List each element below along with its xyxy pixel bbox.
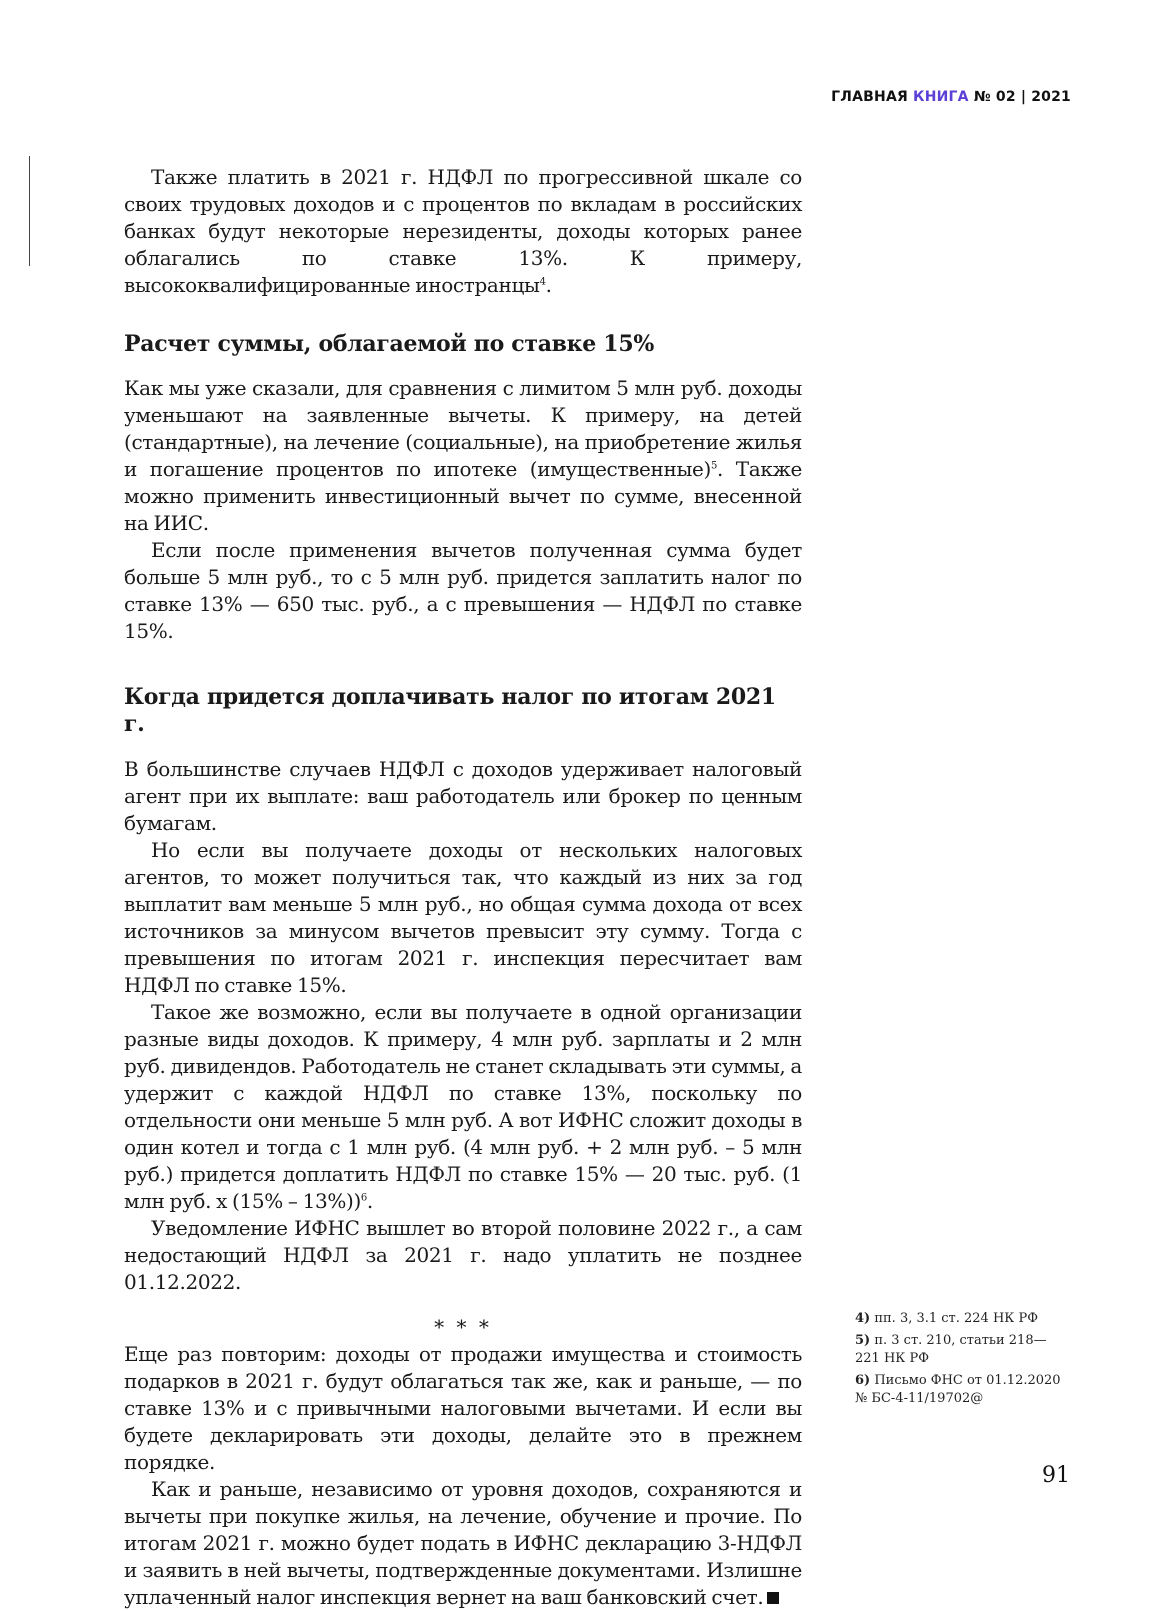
paragraph-5: Но если вы получаете доходы от нескольких налоговых агентов, то может получиться так, что каждый из них за год выплатит вам меньше 5 млн руб., но общая сумма дохода от всех источников за минусом вычетов превысит эту сумму. Тогда с превышения по итогам 2021 г. инспекция пересчитает вам НДФЛ по ставке 15%. — [124, 838, 802, 997]
page-number: 91 — [1042, 1463, 1070, 1488]
paragraph-7: Уведомление ИФНС вышлет во второй половине 2022 г., а сам недостающий НДФЛ за 2021 г. надо уплатить не позднее 01.12.2022. — [124, 1216, 802, 1294]
paragraph-6: Такое же возможно, если вы получаете в одной организации разные виды доходов. К примеру, 4 млн руб. зарплаты и 2 млн руб. дивидендов. Работодатель не станет складывать эти суммы, а удержит с каждой НДФЛ по ставке 13%, поскольку по отдельности они меньше 5 млн руб. А вот ИФНС сложит доходы в один котел и тогда с 1 млн руб. (4 млн руб. + 2 млн руб. – 5 млн руб.) придется доплатить НДФЛ по ставке 15% — 20 тыс. руб. (1 млн руб. х (15% – 13%))$^6$. — [124, 1000, 802, 1213]
footnote-5: 5) п. 3 ст. 210, статьи 218—221 НК РФ — [855, 1333, 1047, 1366]
footnotes — [855, 1310, 1070, 1412]
footnote-ref-6[interactable]: 6 — [360, 1192, 367, 1204]
issue-number: № 02 | 2021 — [973, 89, 1071, 105]
brand-accent: КНИГА — [913, 89, 969, 105]
paragraph-8: Еще раз повторим: доходы от продажи имущества и стоимость подарков в 2021 г. будут облагаться так же, как и раньше, — по ставке 13% и с привычными налоговыми вычетами. И если вы будете декларировать эти доходы, делайте это в прежнем порядке. — [124, 1342, 802, 1474]
section-separator: * * * — [434, 1315, 492, 1339]
section-heading-additional-tax: Когда придется доплачивать налог по итогам 2021 г. — [124, 684, 776, 737]
end-of-article-mark — [767, 1592, 779, 1604]
brand-main: ГЛАВНАЯ — [831, 89, 908, 105]
paragraph-1: Также платить в 2021 г. НДФЛ по прогрессивной шкале со своих трудовых доходов и с процентов по вкладам в российских банках будут некоторые нерезиденты, доходы которых ранее облагались по ставке 13%. К примеру, высококвалифицированные иностранцы$^4$. — [124, 165, 802, 297]
article-body — [124, 164, 802, 1611]
footnote-6: 6) Письмо ФНС от 01.12.2020 № БС-4-11/19702@ — [855, 1373, 1061, 1406]
paragraph-9: Как и раньше, независимо от уровня доходов, сохраняются и вычеты при покупке жилья, на лечение, обучение и прочие. По итогам 2021 г. можно будет подать в ИФНС декларацию 3-НДФЛ и заявить в ней вычеты, подтвержденные документами. Излишне уплаченный налог инспекция вернет на ваш банковский счет. — [124, 1477, 802, 1609]
margin-rule — [29, 156, 30, 266]
footnote-4: 4) пп. 3, 3.1 ст. 224 НК РФ — [855, 1311, 1039, 1326]
footnote-ref-4[interactable]: 4 — [539, 276, 546, 288]
paragraph-3: Если после применения вычетов полученная сумма будет больше 5 млн руб., то с 5 млн руб. придется заплатить налог по ставке 13% — 650 тыс. руб., а с превышения — НДФЛ по ставке 15%. — [124, 538, 802, 643]
section-heading-rate-15: Расчет суммы, облагаемой по ставке 15% — [124, 331, 654, 357]
magazine-header — [831, 89, 1071, 105]
paragraph-4: В большинстве случаев НДФЛ с доходов удерживает налоговый агент при их выплате: ваш работодатель или брокер по ценным бумагам. — [124, 757, 802, 835]
paragraph-2: Как мы уже сказали, для сравнения с лимитом 5 млн руб. доходы уменьшают на заявленные вычеты. К примеру, на детей (стандартные), на лечение (социальные), на приобретение жилья и погашение процентов по ипотеке (имущественные)$^5$. Также можно применить инвестиционный вычет по сумме, внесенной на ИИС. — [124, 376, 803, 535]
footnote-ref-5[interactable]: 5 — [711, 460, 718, 472]
